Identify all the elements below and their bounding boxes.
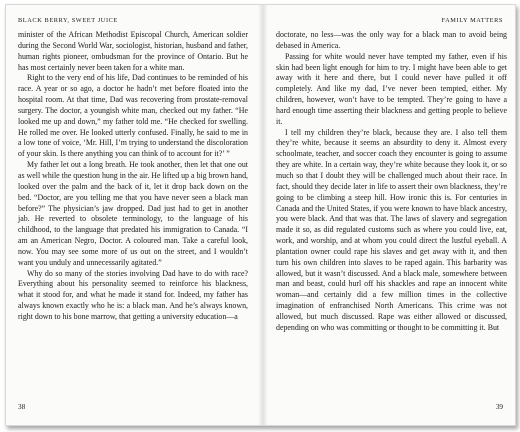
left-page: [6, 5, 261, 425]
right-page: [264, 5, 515, 425]
paragraph: Passing for white would never have tempted my father, even if his skin had been light enough for him to try. I might have been able to get away with it here and there, but I could never have pulled it off completely. And like my dad, I’ve never been tempted, either. My children, however, won’t have to be tempted. They’re going to have a hard enough time asserting their blackness and getting people to believe it.: [276, 51, 507, 126]
paragraph: I tell my children they’re black, because they are. I also tell them they’re white, because it seems an absurdity to deny it. Almost every schoolmate, teacher, and soccer coach they encounter is going to assume they are white. In a certain way, they’re white because they look it, or so much so that I doubt they will be challenged much about their race. In fact, should they decide later in life to assert their own blackness, they’re going to be climbing a steep hill. How ironic this is. For centuries in Canada and the United States, if you were known to have black ancestry, you were black. And that was that. The laws of slavery and segregation made it so, as did regulated customs such as where you could live, eat, work, and worship, and at whom you could direct the lustful eyeball. A plantation owner could rape his slaves and get away with it, and then turn his own children into slaves to be raped again. This barbarity was allowed, but it wasn’t discussed. And a black male, somewhere between man and beast, could hurl off his shackles and rape an innocent white woman—and certainly did a few million times in the collective imagination of enfranchised North Americans. This crime was not allowed, but much discussed. Rape was either allowed or discussed, depending on who was committing or thought to be committing it. But: [276, 127, 507, 332]
open-book: [5, 4, 516, 426]
left-page-text: [18, 30, 248, 323]
right-page-number: 39: [495, 403, 503, 411]
left-running-head: BLACK BERRY, SWEET JUICE: [18, 17, 118, 24]
left-page-number: 38: [18, 403, 26, 411]
right-page-text: [276, 30, 507, 334]
paragraph: minister of the African Methodist Episcopal Church, American soldier during the Second World War, sociologist, historian, husband and father, human rights pioneer, ombudsman for the province of Ontario. But he has most certainly never been taken for a white man.: [18, 30, 248, 72]
right-running-head: FAMILY MATTERS: [441, 17, 503, 24]
paragraph: Why do so many of the stories involving Dad have to do with race? Everything about his personality seemed to reinforce his blackness, what it stood for, and what he made it stand for. Indeed, my father has always known exactly who he is: a black man. And he’s always known, right down to his bone marrow, that getting a university education—a: [18, 268, 248, 321]
paragraph: My father let out a long breath. He took another, then let that one out as well while the question hung in the air. He lifted up a big brown hand, looked over the palm and the back of it, let it drop back down on the bed. “Doctor, are you telling me that you have never seen a black man before?” The physician’s jaw dropped. Dad just had to get in another jab. He reverted to obsolete terminology, to the language of his childhood, to the language that predated his immigration to Canada. “I am an American Negro, Doctor. A coloured man. Take a careful look, now. You may see some more of us out on the street, and I wouldn’t want you unduly and unnecessarily agitated.”: [18, 160, 248, 267]
paragraph: doctorate, no less—was the only way for a black man to avoid being debased in America.: [276, 30, 507, 50]
paragraph: Right to the very end of his life, Dad continues to be reminded of his race. A year or so ago, a doctor he hadn’t met before floated into the hospital room. At that time, Dad was recovering from prostate-removal surgery. The doctor, a youngish white man, checked out my father. “He looked me up and down,” my father told me. “He checked for swelling. He rolled me over. He looked utterly confused. Finally, he said to me in a low tone of voice, ‘Mr. Hill, I’m trying to understand the discoloration of your skin. Is there anything you can think of to account for it?’ ”: [18, 73, 248, 159]
